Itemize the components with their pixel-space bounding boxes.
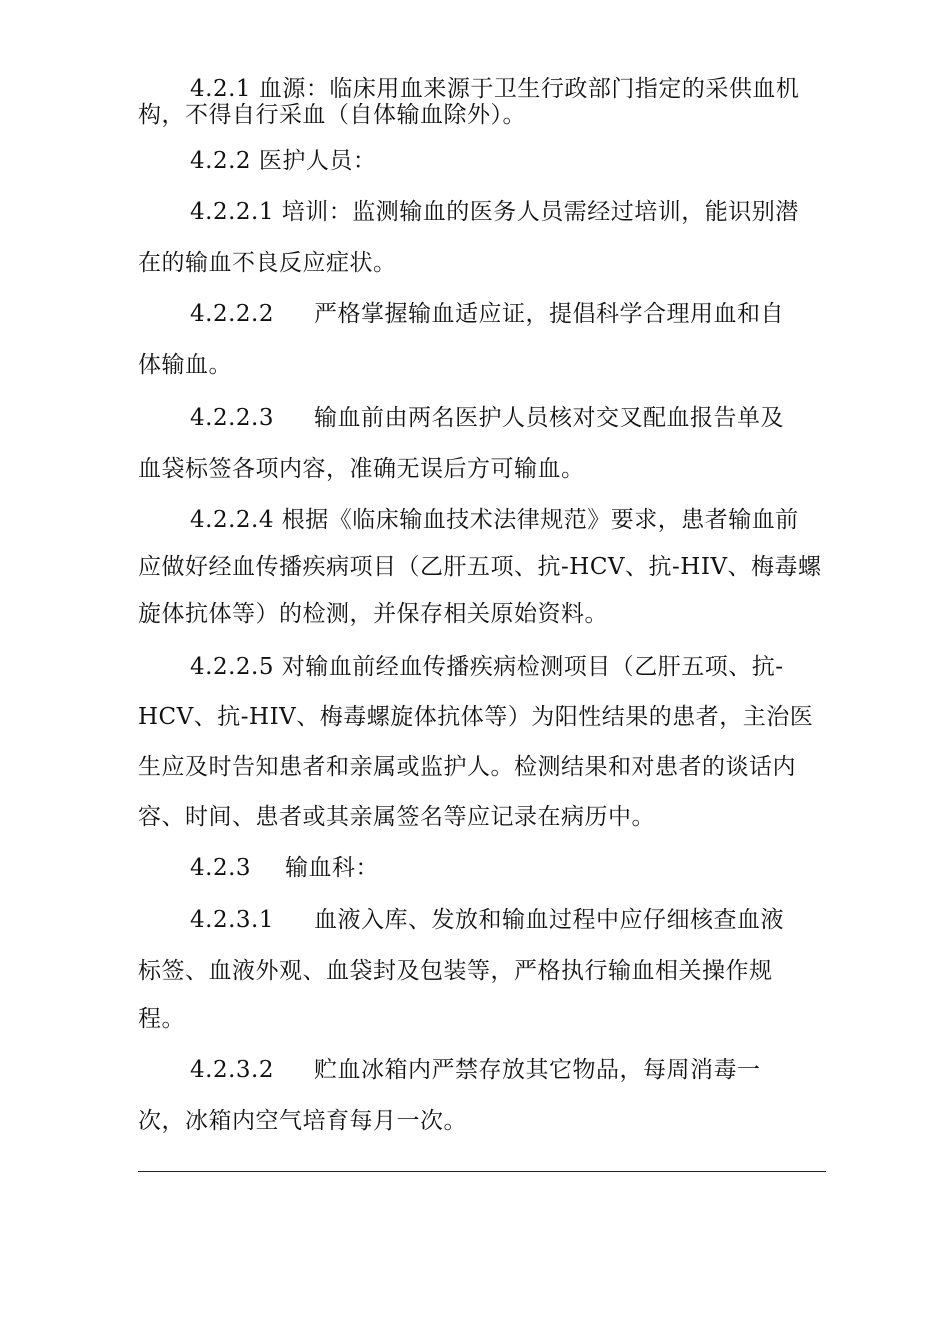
paragraph-4-2-3-2-line-1 bbox=[190, 1055, 760, 1085]
clause-text: 输血科： bbox=[285, 855, 380, 881]
clause-number: 4.2.2.2 bbox=[190, 301, 274, 327]
paragraph-4-2-2-4-line-3: 旋体抗体等）的检测，并保存相关原始资料。 bbox=[138, 601, 608, 627]
paragraph-4-2-2-3-line-2: 血袋标签各项内容，准确无误后方可输血。 bbox=[138, 456, 585, 482]
paragraph-4-2-2-5-line-3: 生应及时告知患者和亲属或监护人。检测结果和对患者的谈话内 bbox=[138, 754, 796, 780]
heading-4-2-2: 4.2.2 医护人员： bbox=[190, 148, 377, 174]
paragraph-4-2-3-1-line-2: 标签、血液外观、血袋封及包装等，严格执行输血相关操作规 bbox=[138, 958, 773, 984]
paragraph-4-2-2-1-line-2: 在的输血不良反应症状。 bbox=[138, 250, 397, 276]
paragraph-4-2-2-5-line-2: HCV、抗-HIV、梅毒螺旋体抗体等）为阳性结果的患者，主治医 bbox=[138, 704, 814, 730]
paragraph-4-2-1-line-2: 构，不得自行采血（自体输血除外）。 bbox=[138, 102, 526, 128]
paragraph-4-2-2-2-line-2: 体输血。 bbox=[138, 352, 232, 378]
paragraph-4-2-2-4-line-1: 4.2.2.4 根据《临床输血技术法律规范》要求，患者输血前 bbox=[190, 507, 799, 533]
paragraph-4-2-2-5-line-1: 4.2.2.5 对输血前经血传播疾病检测项目（乙肝五项、抗- bbox=[190, 654, 784, 680]
clause-number: 4.2.3.2 bbox=[190, 1057, 274, 1083]
clause-number: 4.2.2.3 bbox=[190, 405, 274, 431]
paragraph-4-2-2-3-line-1 bbox=[190, 403, 784, 433]
paragraph-4-2-1-line-1: 4.2.1 血源：临床用血来源于卫生行政部门指定的采供血机 bbox=[190, 76, 800, 102]
paragraph-4-2-2-1-line-1: 4.2.2.1 培训：监测输血的医务人员需经过培训，能识别潜 bbox=[190, 199, 799, 225]
clause-text: 严格掌握输血适应证，提倡科学合理用血和自 bbox=[313, 301, 784, 327]
paragraph-4-2-2-4-line-2: 应做好经血传播疾病项目（乙肝五项、抗-HCV、抗-HIV、梅毒螺 bbox=[138, 554, 822, 580]
heading-4-2-3 bbox=[190, 853, 379, 883]
paragraph-4-2-3-2-line-2: 次，冰箱内空气培育每月一次。 bbox=[138, 1108, 467, 1134]
paragraph-4-2-3-1-line-3: 程。 bbox=[138, 1006, 185, 1032]
clause-text: 贮血冰箱内严禁存放其它物品，每周消毒一 bbox=[313, 1057, 761, 1083]
paragraph-4-2-2-5-line-4: 容、时间、患者或其亲属签名等应记录在病历中。 bbox=[138, 804, 655, 830]
clause-text: 血液入库、发放和输血过程中应仔细核查血液 bbox=[313, 907, 784, 933]
paragraph-4-2-2-2-line-1 bbox=[190, 299, 784, 329]
clause-text: 输血前由两名医护人员核对交叉配血报告单及 bbox=[313, 405, 784, 431]
footer-divider bbox=[138, 1171, 826, 1172]
clause-number: 4.2.3.1 bbox=[190, 907, 274, 933]
paragraph-4-2-3-1-line-1 bbox=[190, 905, 784, 935]
clause-number: 4.2.3 bbox=[190, 855, 252, 881]
